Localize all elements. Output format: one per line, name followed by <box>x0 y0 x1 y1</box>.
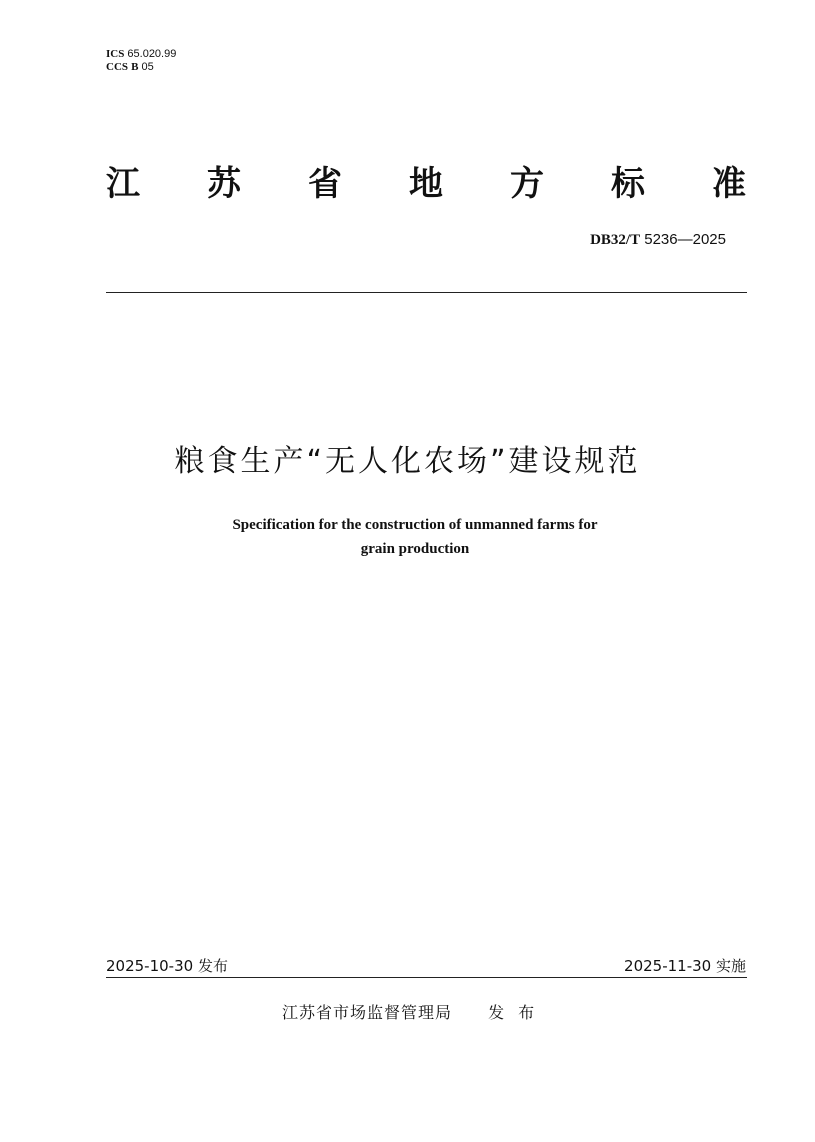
bottom-divider <box>106 977 747 978</box>
standard-type-char: 地 <box>409 164 443 204</box>
ics-code: 65.020.99 <box>127 48 177 60</box>
top-divider <box>106 292 747 293</box>
english-title-line-1: Specification for the construction of unmanned farms for <box>232 517 598 533</box>
standard-type-char: 省 <box>308 164 342 204</box>
publisher-name: 江苏省市场监督管理局 <box>282 1003 453 1022</box>
publisher-action: 发布 <box>488 1003 549 1022</box>
ccs-code: 05 <box>141 61 154 73</box>
standard-number-prefix: DB32/T <box>590 232 641 248</box>
standard-type-char: 方 <box>510 164 544 204</box>
standard-type-heading <box>106 162 746 206</box>
document-title-english <box>150 513 680 561</box>
ccs-label: CCS <box>106 61 129 73</box>
standard-type-char: 准 <box>712 164 746 204</box>
classification-codes <box>106 48 176 74</box>
implementation-date: 2025-11-30 实施 <box>624 957 746 975</box>
standard-type-char: 江 <box>106 164 140 204</box>
standard-type-char: 标 <box>611 164 645 204</box>
standard-number <box>590 231 726 249</box>
ics-line <box>106 48 176 61</box>
ics-label: ICS <box>106 48 125 60</box>
standard-type-char: 苏 <box>207 164 241 204</box>
standard-number-value: 5236—2025 <box>644 231 726 248</box>
publisher <box>282 1001 548 1025</box>
ccs-line <box>106 61 176 74</box>
document-title-chinese: 粮食生产“无人化农场”建设规范 <box>174 444 641 479</box>
english-title-line-2: grain production <box>360 541 470 557</box>
ccs-class: B <box>131 61 139 73</box>
issue-date: 2025-10-30 发布 <box>106 957 228 975</box>
